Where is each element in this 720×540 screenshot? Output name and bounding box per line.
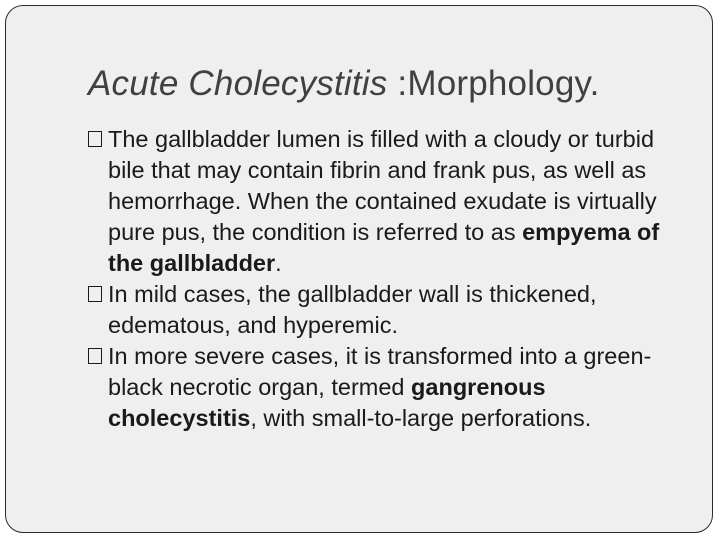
bullet-text: The gallbladder lumen is filled with a cloudy or turbid bile that may contain fibrin and frank pus, as well as hemorrhage. When the contained exudate is virtually pure pus, the condition is referred to as [108, 126, 657, 245]
bullet-item [88, 341, 688, 434]
slide-frame [5, 5, 713, 533]
bullet-text: In mild cases, the gallbladder wall is thickened, edematous, and hyperemic. [108, 281, 597, 338]
bullet-emphasis: empyema of the gallbladder [108, 219, 660, 276]
slide-title-subtitle: :Morphology. [387, 64, 600, 103]
bullet-list [88, 124, 688, 434]
bullet-item [88, 124, 688, 279]
slide-title-topic: Acute Cholecystitis [88, 64, 388, 103]
bullet-text: , with small-to-large perforations. [250, 405, 592, 431]
bullet-emphasis: gangrenous cholecystitis [108, 374, 546, 431]
bullet-text: . [275, 250, 282, 276]
slide-title [88, 64, 600, 104]
bullet-item [88, 279, 688, 341]
square-bullet-icon [88, 348, 102, 364]
bullet-text: In more severe cases, it is transformed into a green-black necrotic organ, termed [108, 343, 652, 400]
square-bullet-icon [88, 131, 102, 147]
square-bullet-icon [88, 286, 102, 302]
